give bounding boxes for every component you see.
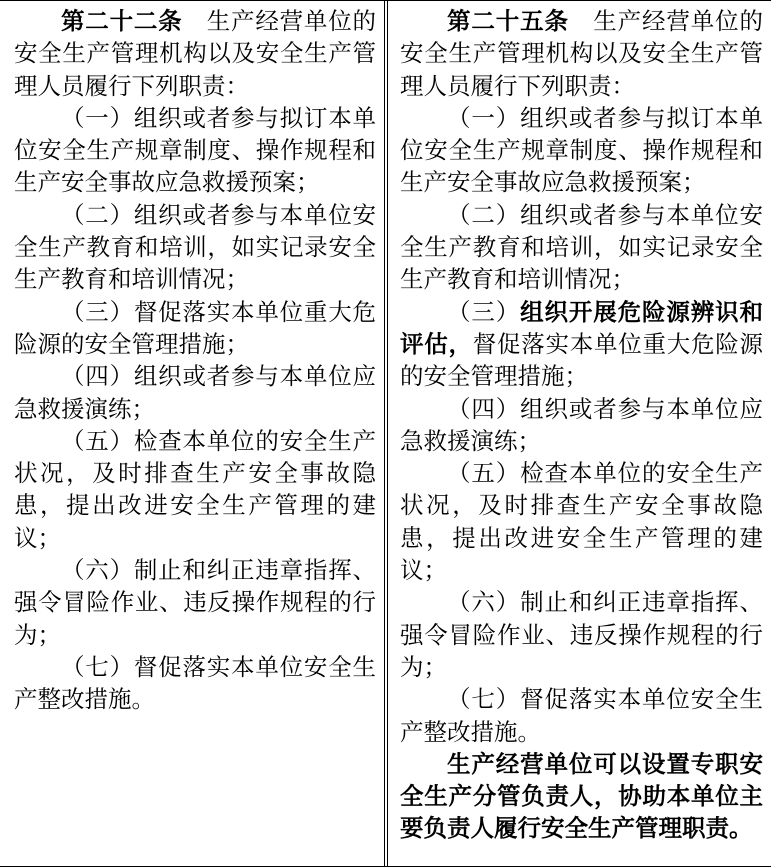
article-intro: 生产经营单位的安全生产管理机构以及安全生产管理人员履行下列职责：: [14, 7, 377, 100]
duty-item: （四）组织或者参与本单位应急救援演练；: [14, 362, 376, 423]
duty-item: （一）组织或者参与拟订本单位安全生产规章制度、操作规程和生产安全事故应急救援预案；: [14, 103, 376, 197]
item-rest: 督促落实本单位重大危险源的安全管理措施；: [400, 329, 763, 391]
duty-item: （一）组织或者参与拟订本单位安全生产规章制度、操作规程和生产安全事故应急救援预案；: [400, 103, 763, 197]
article-intro: 生产经营单位的安全生产管理机构以及安全生产管理人员履行下列职责：: [400, 7, 763, 100]
article-heading: [400, 5, 763, 102]
duty-item: （七）督促落实本单位安全生产整改措施。: [14, 652, 376, 714]
duty-item: （二）组织或者参与本单位安全生产教育和培训，如实记录安全生产教育和培训情况；: [14, 200, 376, 294]
item-prefix: （三）: [447, 297, 521, 326]
duty-item: （二）组织或者参与本单位安全生产教育和培训，如实记录安全生产教育和培训情况；: [400, 200, 763, 294]
new-version-column: [387, 1, 771, 866]
duty-item: （四）组织或者参与本单位应急救援演练；: [400, 394, 763, 455]
duty-item: （七）督促落实本单位安全生产整改措施。: [400, 685, 763, 746]
duty-item: （六）制止和纠正违章指挥、强令冒险作业、违反操作规程的行为；: [14, 556, 376, 649]
duty-item: （三）督促落实本单位重大危险源的安全管理措施；: [14, 297, 376, 358]
duty-item: （五）检查本单位的安全生产状况，及时排查生产安全事故隐患，提出改进安全生产管理的建议；: [14, 426, 376, 552]
article-number: 第二十五条: [447, 7, 569, 35]
added-text: 组织开展危险源辨识和评估，: [400, 297, 763, 358]
duty-item: （五）检查本单位的安全生产状况，及时排查生产安全事故隐患，提出改进安全生产管理的建议；: [400, 459, 763, 585]
added-paragraph: 生产经营单位可以设置专职安全生产分管负责人，协助本单位主要负责人履行安全生产管理职责。: [400, 749, 763, 843]
duty-item: （六）制止和纠正违章指挥、强令冒险作业、违反操作规程的行为；: [400, 588, 763, 681]
duty-item: [400, 296, 763, 393]
article-number: 第二十二条: [61, 7, 183, 35]
old-version-column: [0, 1, 385, 866]
article-heading: [14, 5, 376, 102]
